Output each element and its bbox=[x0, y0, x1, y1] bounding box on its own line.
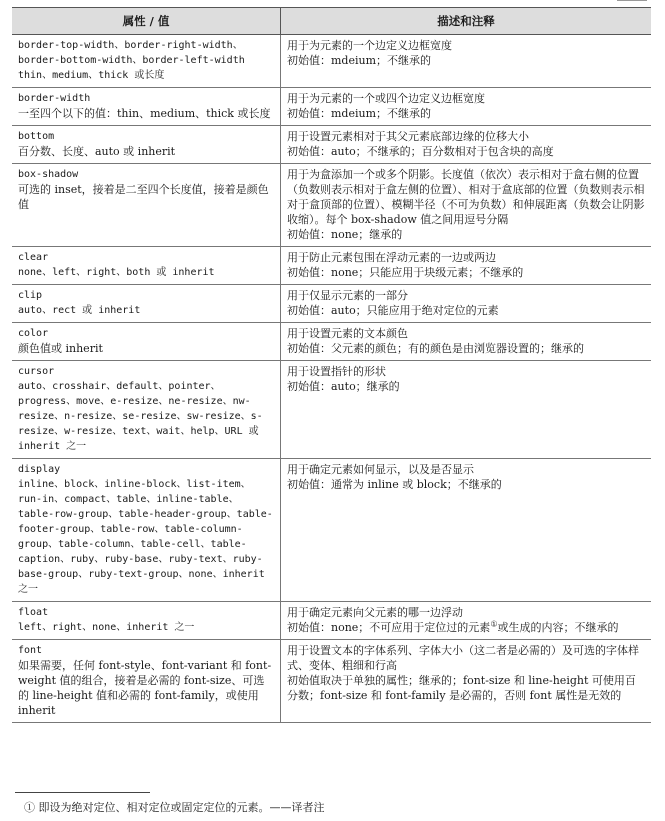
property-name: bottom bbox=[18, 131, 55, 142]
property-description: 用于确定元素向父元素的哪一边浮动 bbox=[287, 606, 463, 619]
table-row bbox=[12, 285, 651, 323]
table-row bbox=[12, 164, 651, 247]
property-note-text: 初始值：none；不可应用于定位过的元素 bbox=[287, 621, 491, 634]
property-values: 一至四个以下的值：thin、medium、thick 或长度 bbox=[18, 107, 271, 120]
footnote-divider bbox=[15, 792, 150, 793]
property-values: none、left、right、both 或 inherit bbox=[18, 267, 215, 278]
property-values: thin、medium、thick 或长度 bbox=[18, 70, 165, 81]
property-note: 初始值：auto；继承的 bbox=[287, 380, 400, 393]
property-name: float bbox=[18, 607, 49, 618]
table-row bbox=[12, 247, 651, 285]
property-name: color bbox=[18, 328, 49, 339]
table-row bbox=[12, 323, 651, 361]
property-name: display bbox=[18, 464, 61, 475]
property-description: 用于防止元素包围在浮动元素的一边或两边 bbox=[287, 251, 496, 264]
property-note: 初始值：mdeium；不继承的 bbox=[287, 54, 432, 67]
property-note: 初始值：none；继承的 bbox=[287, 228, 403, 241]
property-values: 如果需要，任何 font-style、font-variant 和 font-weight 值的组合，接着是必需的 font-size、可选的 line-height 值和必需的 font-family，或使用 inherit bbox=[18, 659, 272, 717]
table-row bbox=[12, 361, 651, 459]
property-note: 初始值：none；只能应用于块级元素；不继承的 bbox=[287, 266, 524, 279]
property-values: left、right、none、inherit 之一 bbox=[18, 622, 195, 633]
property-description: 用于为元素的一个或四个边定义边框宽度 bbox=[287, 92, 485, 105]
table-row bbox=[12, 459, 651, 602]
property-note bbox=[287, 620, 645, 635]
property-values: 百分数、长度、auto 或 inherit bbox=[18, 145, 176, 158]
footnote: ① 即设为绝对定位、相对定位或固定定位的元素。——译者注 bbox=[24, 801, 325, 814]
header-description: 描述和注释 bbox=[281, 8, 652, 35]
property-description: 用于为盒添加一个或多个阴影。长度值（依次）表示相对于盒右侧的位置（负数则表示相对于盒左侧的位置）、相对于盒底部的位置（负数则表示相对于盒顶部的位置）、模糊半径（不可为负数）和伸展距离（负数会让阴影收缩）。每个 box-shadow 值之间用逗号分隔 bbox=[287, 168, 645, 226]
property-values: 颜色值或 inherit bbox=[18, 342, 103, 355]
property-note: 初始值：mdeium；不继承的 bbox=[287, 107, 432, 120]
property-description: 用于设置指针的形状 bbox=[287, 365, 386, 378]
table-row bbox=[12, 602, 651, 640]
table-row bbox=[12, 126, 651, 164]
property-name: cursor bbox=[18, 366, 55, 377]
table-header-row bbox=[12, 8, 651, 35]
property-values: auto、rect 或 inherit bbox=[18, 305, 141, 316]
property-values: 可选的 inset，接着是二至四个长度值，接着是颜色值 bbox=[18, 183, 269, 211]
css-property-table bbox=[12, 7, 651, 723]
property-description: 用于确定元素如何显示，以及是否显示 bbox=[287, 463, 474, 476]
property-description: 用于设置元素的文本颜色 bbox=[287, 327, 408, 340]
table-row bbox=[12, 35, 651, 88]
table-row bbox=[12, 88, 651, 126]
property-note: 初始值：auto；不继承的；百分数相对于包含块的高度 bbox=[287, 145, 554, 158]
property-description: 用于仅显示元素的一部分 bbox=[287, 289, 408, 302]
property-note: 初始值取决于单独的属性；继承的；font-size 和 line-height 可使用百分数；font-size 和 font-family 是必需的，否则 font 属性是无效的 bbox=[287, 674, 636, 702]
property-note: 初始值：父元素的颜色；有的颜色是由浏览器设置的；继承的 bbox=[287, 342, 584, 355]
footnote-ref: ① bbox=[490, 619, 498, 629]
property-values: inline、block、inline-block、list-item、run-in、compact、table、inline-table、table-row-group、table-header-group、table-footer-group、table-row、table-column-group、table-column、table-cell、table-caption、ruby、ruby-base、ruby-text、ruby-base-group、ruby-text-group、none、inherit 之一 bbox=[18, 479, 273, 595]
property-description: 用于为元素的一个边定义边框宽度 bbox=[287, 39, 452, 52]
property-note: 初始值：auto；只能应用于绝对定位的元素 bbox=[287, 304, 499, 317]
property-name: border-width bbox=[18, 93, 91, 104]
property-name: box-shadow bbox=[18, 169, 79, 180]
property-values: auto、crosshair、default、pointer、progress、move、e-resize、ne-resize、nw-resize、n-resize、se-resize、sw-resize、s-resize、w-resize、text、wait、help、URL 或 inherit 之一 bbox=[18, 381, 263, 452]
property-note-tail: 或生成的内容；不继承的 bbox=[497, 621, 619, 634]
header-property-value: 属性 / 值 bbox=[12, 8, 281, 35]
property-name: clip bbox=[18, 290, 43, 301]
property-note: 初始值：通常为 inline 或 block；不继承的 bbox=[287, 478, 502, 491]
top-rule-mark bbox=[617, 0, 647, 3]
property-name: border-top-width、border-right-width、border-bottom-width、border-left-width bbox=[18, 40, 245, 66]
property-name: clear bbox=[18, 252, 49, 263]
property-description: 用于设置元素相对于其父元素底部边缘的位移大小 bbox=[287, 130, 529, 143]
property-name: font bbox=[18, 645, 43, 656]
property-description: 用于设置文本的字体系列、字体大小（这二者是必需的）及可选的字体样式、变体、粗细和行高 bbox=[287, 644, 639, 672]
table-row bbox=[12, 640, 651, 723]
